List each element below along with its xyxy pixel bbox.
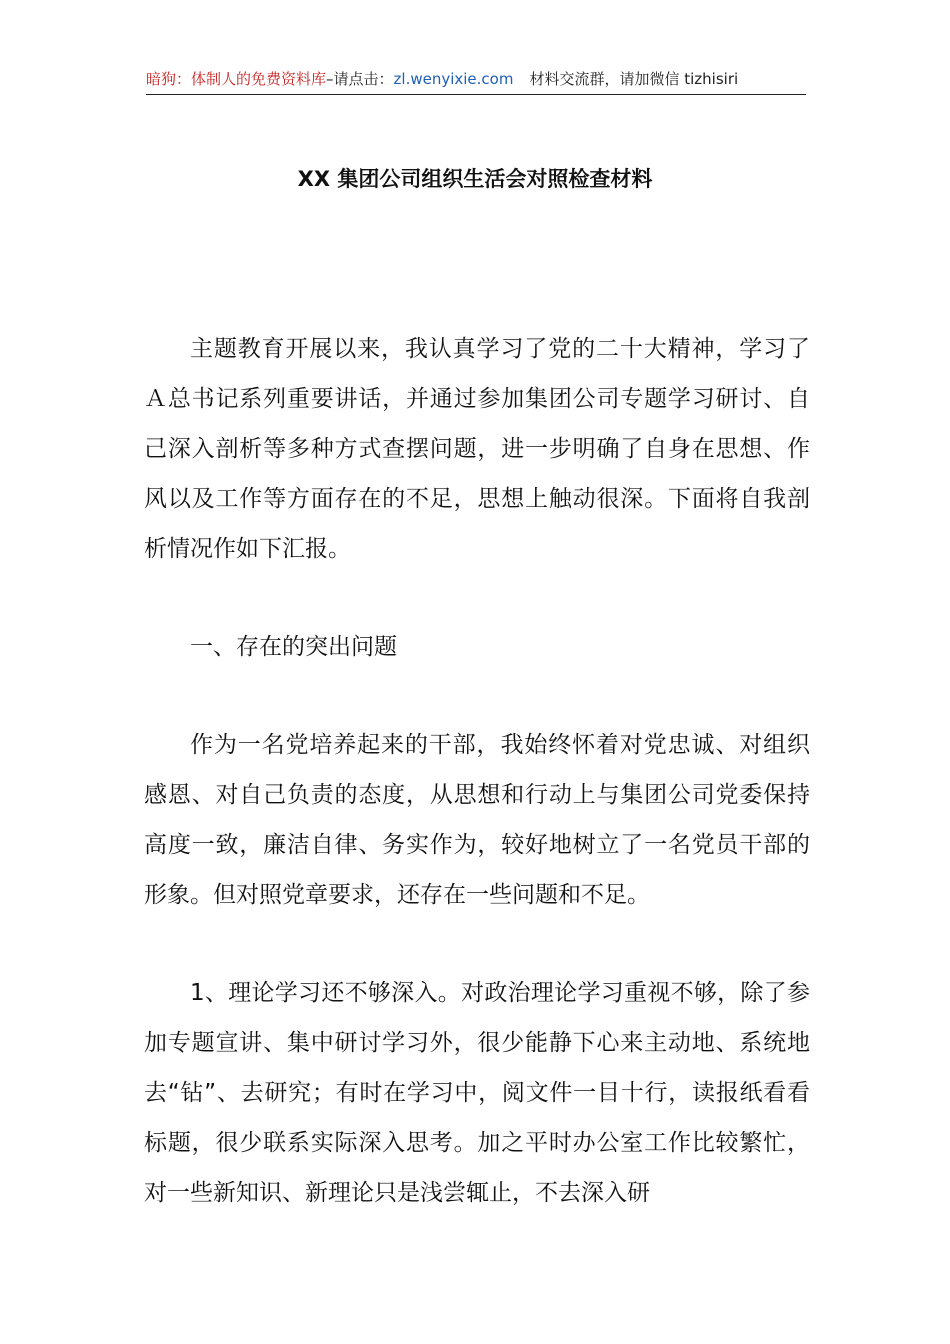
document-body xyxy=(144,324,810,1218)
section-paragraph: 作为一名党培养起来的干部，我始终怀着对党忠诚、对组织感恩、对自己负责的态度，从思想和行动上与集团公司党委保持高度一致，廉洁自律、务实作为，较好地树立了一名党员干部的形象。但对照党章要求，还存在一些问题和不足。 xyxy=(144,732,810,908)
item-paragraph: 1、理论学习还不够深入。对政治理论学习重视不够，除了参加专题宣讲、集中研讨学习外，很少能静下心来主动地、系统地去“钻”、去研究；有时在学习中，阅文件一目十行，读报纸看看标题，很少联系实际深入思考。加之平时办公室工作比较繁忙，对一些新知识、新理论只是浅尝辄止，不去深入研 xyxy=(144,980,810,1206)
document-title: XX 集团公司组织生活会对照检查材料 xyxy=(297,167,653,191)
section-heading: 一、存在的突出问题 xyxy=(190,634,397,660)
page-header xyxy=(146,68,806,95)
intro-paragraph: 主题教育开展以来，我认真学习了党的二十大精神，学习了Ａ总书记系列重要讲话，并通过参加集团公司专题学习研讨、自己深入剖析等多种方式查摆问题，进一步明确了自身在思想、作风以及工作等方面存在的不足，思想上触动很深。下面将自我剖析情况作如下汇报。 xyxy=(144,336,810,562)
header-wechat: 材料交流群，请加微信 tizhisiri xyxy=(529,70,739,88)
header-brand: 暗狗：体制人的免费资料库 xyxy=(146,70,327,88)
header-link[interactable]: zl.wenyixie.com xyxy=(393,70,514,88)
header-prompt: –请点击： xyxy=(326,70,394,88)
